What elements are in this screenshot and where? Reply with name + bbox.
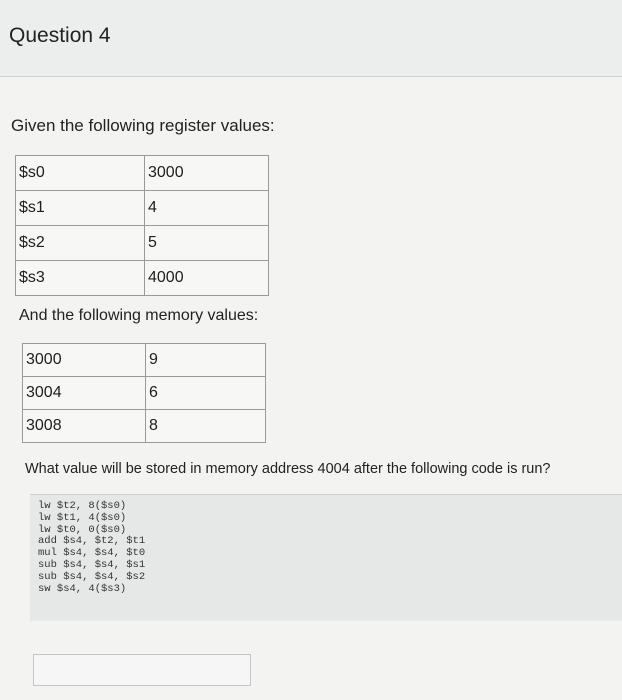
register-name: $s2 — [16, 226, 145, 261]
answer-input[interactable] — [33, 654, 251, 686]
register-table — [15, 155, 269, 296]
register-row — [16, 226, 269, 261]
register-name: $s0 — [16, 156, 145, 191]
register-value: 4000 — [145, 261, 269, 296]
code-line: lw $t1, 4($s0) — [38, 511, 127, 524]
question-prompt: What value will be stored in memory address 4004 after the following code is run? — [25, 461, 551, 477]
memory-intro: And the following memory values: — [19, 307, 259, 324]
memory-row — [23, 344, 266, 377]
memory-address: 3000 — [23, 344, 146, 377]
memory-value: 8 — [146, 410, 266, 443]
code-line: sub $s4, $s4, $s2 — [38, 570, 146, 583]
code-line: lw $t0, 0($s0) — [38, 523, 127, 536]
memory-address: 3008 — [23, 410, 146, 443]
question-title: Question 4 — [9, 24, 111, 47]
memory-table — [22, 343, 266, 443]
register-value: 4 — [145, 191, 269, 226]
code-listing — [38, 501, 145, 595]
question-header — [0, 0, 622, 77]
register-name: $s1 — [16, 191, 145, 226]
register-intro: Given the following register values: — [11, 116, 275, 135]
register-row — [16, 261, 269, 296]
register-name: $s3 — [16, 261, 145, 296]
register-row — [16, 156, 269, 191]
memory-row — [23, 377, 266, 410]
code-block — [30, 494, 622, 621]
code-line: mul $s4, $s4, $t0 — [38, 547, 146, 560]
code-line: sw $s4, 4($s3) — [38, 582, 127, 595]
register-row — [16, 191, 269, 226]
register-value: 3000 — [145, 156, 269, 191]
memory-value: 6 — [146, 377, 266, 410]
code-line: lw $t2, 8($s0) — [38, 500, 127, 512]
memory-address: 3004 — [23, 377, 146, 410]
memory-row — [23, 410, 266, 443]
memory-value: 9 — [146, 344, 266, 377]
code-line: sub $s4, $s4, $s1 — [38, 558, 146, 571]
code-line: add $s4, $t2, $t1 — [38, 535, 146, 548]
register-value: 5 — [145, 226, 269, 261]
